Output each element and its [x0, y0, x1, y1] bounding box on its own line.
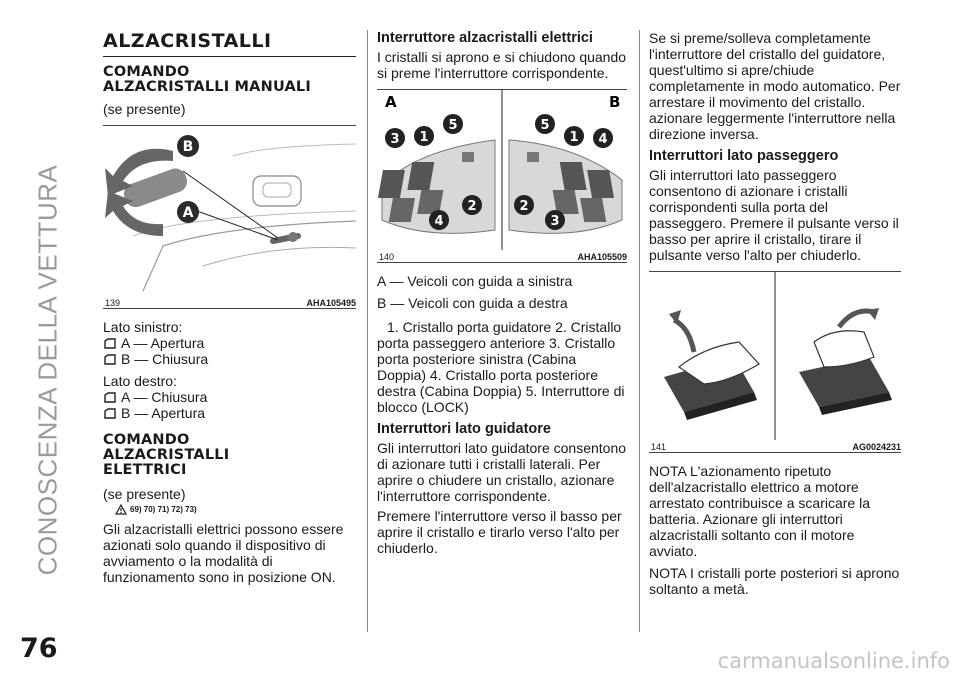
legend-line: B — Apertura [103, 405, 356, 421]
figure-label-b: B [609, 93, 621, 111]
figure-code: AHA105495 [306, 298, 356, 308]
figure-141 [649, 271, 901, 453]
left-side-label: Lato sinistro: [103, 319, 183, 335]
switch-press-illustration [649, 272, 901, 440]
section-note: (se presente) [103, 101, 186, 117]
figure-caption [649, 440, 901, 452]
heading-passenger-switches: Interruttori lato passeggero [649, 148, 839, 164]
body-text: I cristalli si aprono e si chiudono quando si preme l'interruttore corrispondente. [377, 49, 627, 81]
callout-number: 5 [540, 118, 550, 133]
car-door-icon [103, 338, 117, 349]
warning-triangle-icon [115, 504, 127, 515]
right-side-label: Lato destro: [103, 373, 177, 389]
body-text: Premere l'interruttore verso il basso per aprire il cristallo e tirarlo verso l'alto per chiuderlo. [377, 508, 622, 556]
column-divider [367, 30, 368, 632]
callout-number: 4 [434, 214, 444, 229]
column-middle [377, 30, 627, 560]
car-door-icon [103, 408, 117, 419]
callout-number: 3 [550, 214, 560, 229]
legend-line: A — Apertura [103, 335, 356, 351]
callout-number: 3 [390, 132, 400, 147]
column-divider [639, 30, 640, 632]
page-number: 76 [20, 633, 58, 664]
watermark: carmanualsonline.info [717, 649, 950, 673]
figure-label-b: B [182, 139, 194, 155]
legend-line: B — Chiusura [103, 351, 356, 367]
body-text: Gli alzacristalli elettrici possono essere azionati solo quando il dispositivo di avviamento o la modalità di funzionamento sono in posizione ON. [103, 521, 344, 585]
manual-crank-illustration [103, 126, 356, 296]
note-battery: NOTA L'azionamento ripetuto dell'alzacristallo elettrico a motore arrestato contribuisce a scaricare la batteria. Azionare gli interruttori alzacristalli soltanto con il motore avviato. [649, 463, 870, 559]
callout-number: 2 [519, 199, 529, 214]
column-right [649, 30, 901, 601]
note-rear-windows: NOTA I cristalli porte posteriori si aprono soltanto a metà. [649, 565, 900, 597]
figure-number: 140 [379, 252, 395, 262]
section-note: (se presente) [103, 486, 186, 502]
car-door-icon [103, 354, 117, 365]
chapter-side-label: CONOSCENZA DELLA VETTURA [32, 164, 63, 576]
window-switch-panel-illustration [377, 90, 627, 250]
legend-a: A — Veicoli con guida a sinistra [377, 273, 573, 289]
legend-line: A — Chiusura [103, 389, 356, 405]
page-title: ALZACRISTALLI [103, 30, 356, 57]
figure-label-a: A [182, 205, 194, 221]
warning-references: 69) 70) 71) 72) 73) [115, 504, 356, 515]
figure-code: AHA105509 [577, 252, 627, 262]
column-left [103, 30, 356, 589]
figure-139 [103, 125, 356, 309]
car-door-icon [103, 392, 117, 403]
section-title-manual: COMANDO ALZACRISTALLI MANUALI [103, 64, 311, 95]
section-title-electric: COMANDO ALZACRISTALLI ELETTRICI [103, 432, 230, 478]
figure-number: 139 [105, 298, 121, 308]
callout-number: 4 [598, 132, 608, 147]
figure-label-a: A [385, 93, 397, 111]
body-text: Gli interruttori lato guidatore consentono di azionare tutti i cristalli laterali. Per aprire o chiudere un cristallo, azionare l'interruttore corrispondente. [377, 440, 627, 504]
heading-electric-switch: Interruttore alzacristalli elettrici [377, 30, 593, 46]
body-text: Se si preme/solleva completamente l'interruttore del cristallo del guidatore, quest'ultimo si apre/chiude completamente in modo automatico. Per arrestare il movimento del cristallo. azionare leggermente l'interruttore nella direzione inversa. [649, 30, 901, 142]
callout-number: 1 [419, 130, 429, 145]
callout-number: 5 [448, 118, 458, 133]
figure-code: AG0024231 [852, 442, 901, 452]
legend-b: B — Veicoli con guida a destra [377, 295, 568, 311]
heading-driver-switches: Interruttori lato guidatore [377, 421, 551, 437]
figure-140 [377, 89, 627, 263]
figure-number: 141 [651, 442, 667, 452]
body-text: Gli interruttori lato passeggero consentono di azionare i cristalli corrispondenti sulla porta del passeggero. Premere il pulsante verso il basso per aprire il cristallo, tirare il pulsante verso l'alto per chiuderlo. [649, 167, 899, 263]
callout-number: 1 [569, 130, 579, 145]
figure-caption [377, 250, 627, 262]
callout-number: 2 [467, 199, 477, 214]
figure-caption [103, 296, 356, 308]
legend-items: 1. Cristallo porta guidatore 2. Cristallo porta passeggero anteriore 3. Cristallo porta posteriore sinistra (Cabina Doppia) 4. Cristallo porta posteriore destra (Cabina Doppia) 5. Interruttore di blocco (LOCK) [377, 319, 625, 415]
